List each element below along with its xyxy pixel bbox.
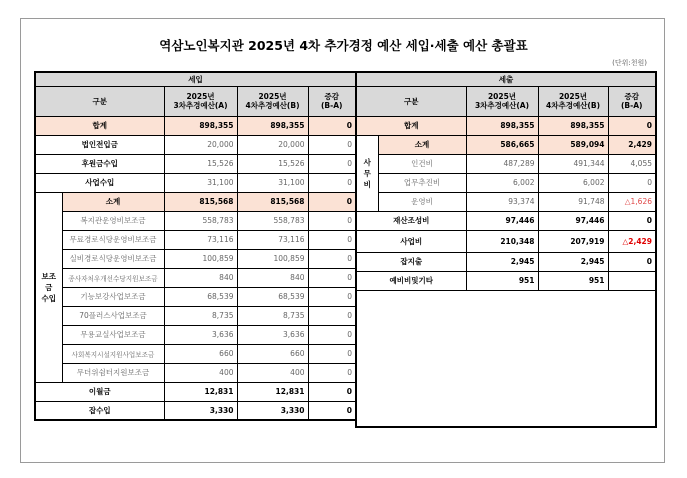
table-row: 무용교실사업보조금 3,636 3,636 0	[35, 325, 356, 344]
revenue-header-item: 구분	[35, 86, 164, 116]
table-row: 사회복지시설지원사업보조금 660 660 0	[35, 344, 356, 363]
expenditure-section-title: 세출	[356, 72, 656, 86]
table-row: 업무추진비 6,002 6,002 0	[356, 173, 656, 192]
table-row: 후원금수입 15,526 15,526 0	[35, 154, 356, 173]
revenue-header-diff: 증감 (B-A)	[308, 86, 356, 116]
expenditure-total-row: 합계 898,355 898,355 0	[356, 116, 656, 135]
revenue-header-a: 2025년 3차추경예산(A)	[164, 86, 237, 116]
expenditure-header-b: 2025년 4차추경예산(B)	[538, 86, 608, 116]
subsidy-group-label: 보조금 수입	[35, 192, 62, 382]
revenue-table	[34, 71, 357, 421]
table-row: 무료경로식당운영비보조금 73,116 73,116 0	[35, 230, 356, 249]
table-row: 70플러스사업보조금 8,735 8,735 0	[35, 306, 356, 325]
revenue-header-b: 2025년 4차추경예산(B)	[237, 86, 308, 116]
document-title: 역삼노인복지관 2025년 4차 추가경정 예산 세입·세출 예산 총괄표	[159, 38, 528, 53]
table-row: 무더위쉼터지원보조금 400 400 0	[35, 363, 356, 382]
office-group-label: 사 무 비	[356, 135, 378, 211]
table-row: 예비비및기타 951 951	[356, 271, 656, 290]
revenue-header-row	[35, 86, 356, 116]
table-row: 사업비 210,348 207,919 △2,429	[356, 230, 656, 252]
table-row: 운영비 93,374 91,748 △1,626	[356, 192, 656, 211]
table-row: 복지관운영비보조금 558,783 558,783 0	[35, 211, 356, 230]
revenue-section-title: 세입	[35, 72, 356, 86]
unit-label: (단위:천원)	[612, 59, 647, 67]
table-row: 기능보강사업보조금 68,539 68,539 0	[35, 287, 356, 306]
table-row: 사업수입 31,100 31,100 0	[35, 173, 356, 192]
table-row: 법인전입금 20,000 20,000 0	[35, 135, 356, 154]
subsidy-subtotal-row: 보조금 수입 소계 815,568 815,568 0	[35, 192, 356, 211]
table-row: 인건비 487,289 491,344 4,055	[356, 154, 656, 173]
expenditure-header-diff: 증감 (B-A)	[608, 86, 656, 116]
office-subtotal-row: 사 무 비 소계 586,665 589,094 2,429	[356, 135, 656, 154]
expenditure-header-item: 구분	[356, 86, 466, 116]
expenditure-table	[355, 71, 657, 428]
expenditure-header-a: 2025년 3차추경예산(A)	[466, 86, 538, 116]
table-row: 잡지출 2,945 2,945 0	[356, 252, 656, 271]
table-row: 실비경로식당운영비보조금 100,859 100,859 0	[35, 249, 356, 268]
table-row: 종사자처우개선수당지원보조금 840 840 0	[35, 268, 356, 287]
table-row: 잡수입 3,330 3,330 0	[35, 401, 356, 420]
table-row: 재산조성비 97,446 97,446 0	[356, 211, 656, 230]
blank-area	[356, 290, 656, 427]
revenue-total-row: 합계 898,355 898,355 0	[35, 116, 356, 135]
table-row: 이월금 12,831 12,831 0	[35, 382, 356, 401]
expenditure-header-row	[356, 86, 656, 116]
